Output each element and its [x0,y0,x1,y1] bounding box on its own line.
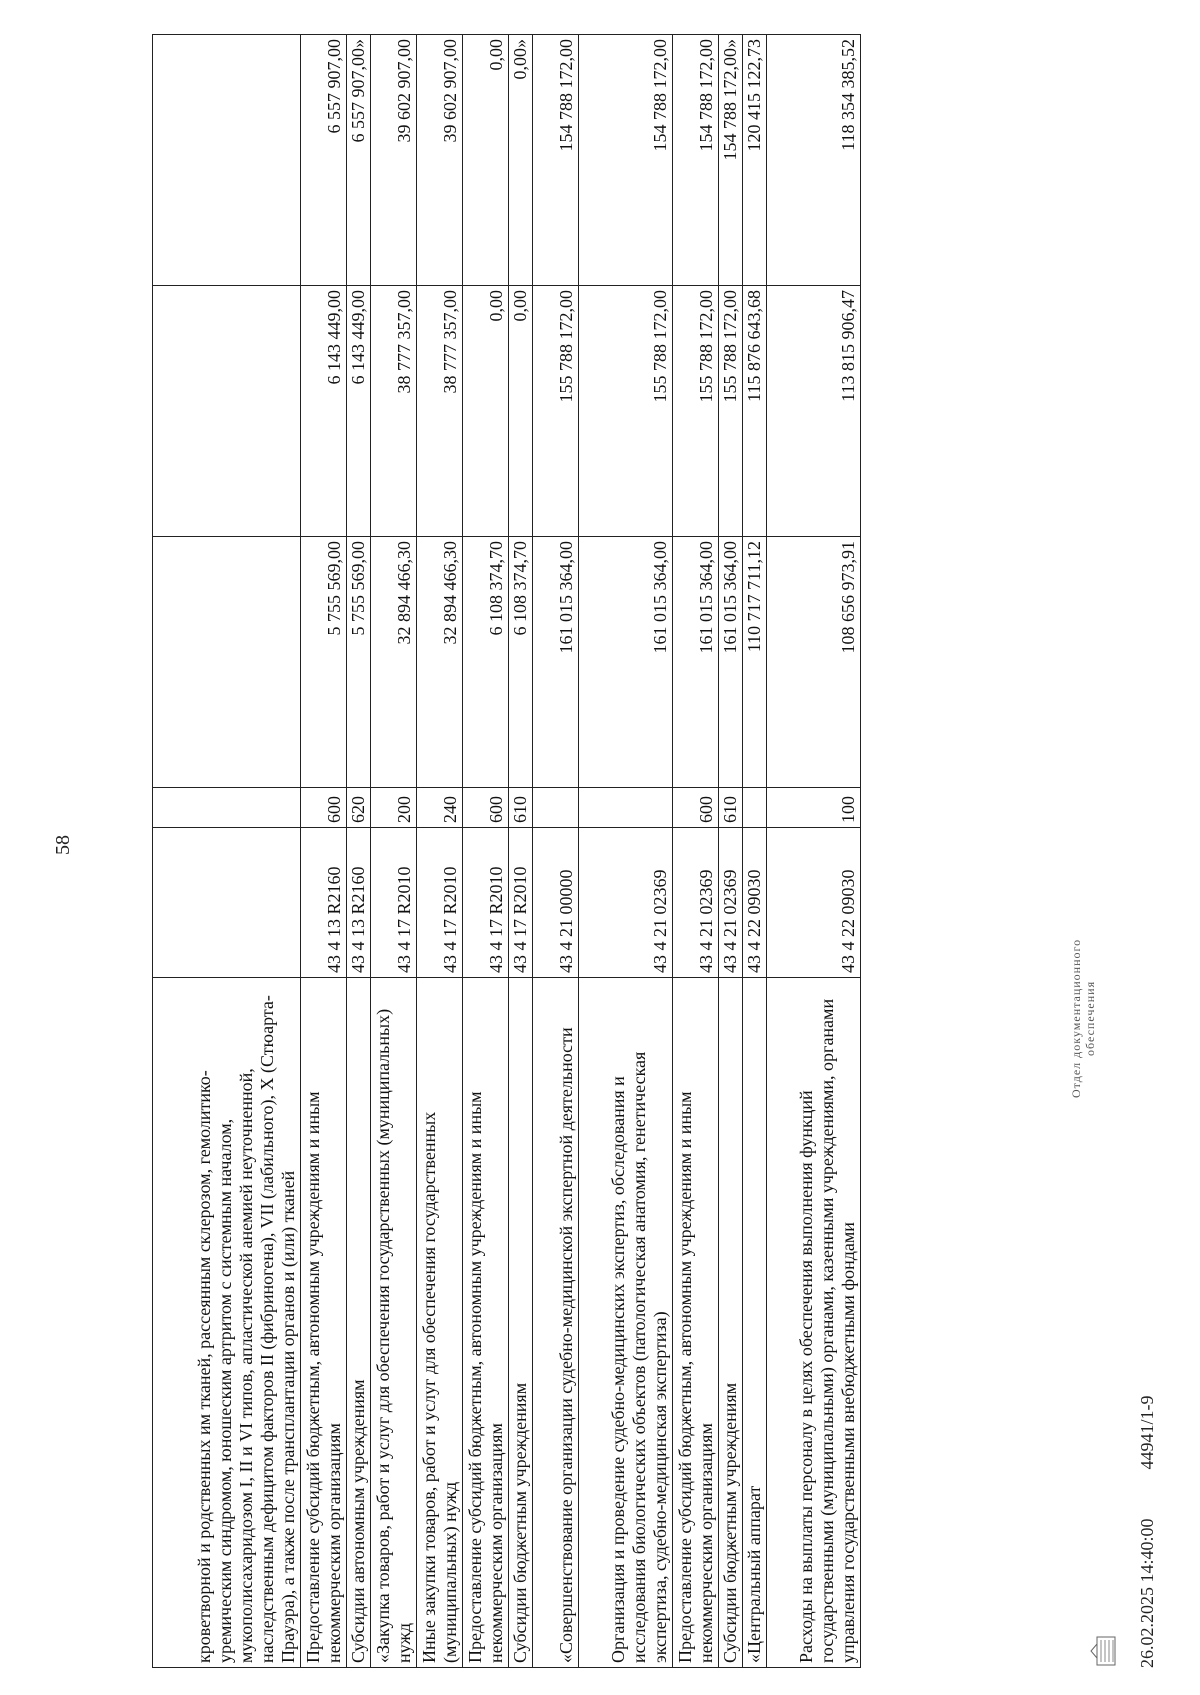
row-value-2025: 161 015 364,00 [719,537,743,788]
row-value-2026: 155 788 172,00 [673,286,719,537]
row-name: Предоставление субсидий бюджетным, автономным учреждениям и иным некоммерческим организациям [463,978,509,1668]
table-row [417,35,463,1668]
row-value-2025: 161 015 364,00 [579,537,673,788]
row-expense-type: 600 [673,788,719,828]
row-value-2025: 110 717 711,12 [743,537,767,788]
row-name: Расходы на выплаты персоналу в целях обеспечения выполнения функций государственными (муниципальными) органами, казенными учреждениями, органами управления государственными внебюджетными фондами [767,978,861,1668]
footer-doc-id: 44941/1-9 [1137,1395,1157,1470]
table-row [463,35,509,1668]
row-expense-type: 100 [767,788,861,828]
table-row [371,35,417,1668]
row-value-2027: 154 788 172,00 [533,35,579,286]
row-value-2027: 0,00» [509,35,533,286]
row-expense-type [743,788,767,828]
footer-stamp-line [1137,1395,1158,1668]
row-value-2026: 115 876 643,68 [743,286,767,537]
row-value-2027: 154 788 172,00 [673,35,719,286]
table-row [719,35,743,1668]
row-value-2026: 38 777 357,00 [417,286,463,537]
row-value-2027: 39 602 907,00 [371,35,417,286]
row-value-2026: 6 143 449,00 [347,286,371,537]
row-name: «Совершенствование организации судебно-медицинской экспертной деятельности [533,978,579,1668]
row-value-2027: 120 415 122,73 [743,35,767,286]
row-name: Субсидии автономным учреждениям [347,978,371,1668]
page-number: 58 [52,835,74,855]
row-code [153,828,301,978]
row-code: 43 4 22 09030 [767,828,861,978]
row-value-2027: 6 557 907,00» [347,35,371,286]
row-value-2025: 5 755 569,00 [301,537,347,788]
row-value-2025: 161 015 364,00 [533,537,579,788]
row-name: кроветворной и родственных им тканей, рассеянным склерозом, гемолитико-уремическим синдромом, юношеским артритом с системным началом, мукополисахаридозом I, II и VI типов, апластической анемией неуточненной, наследственным дефицитом факторов II (фибриногена), VII (лабильного), X (Стюарта-Прауэра), а также после трансплантации органов и (или) тканей [153,978,301,1668]
table-row [301,35,347,1668]
row-value-2025 [153,537,301,788]
row-code: 43 4 21 02369 [579,828,673,978]
row-code: 43 4 17 R2010 [463,828,509,978]
row-code: 43 4 21 00000 [533,828,579,978]
row-expense-type [579,788,673,828]
row-code: 43 4 17 R2010 [417,828,463,978]
row-value-2025: 32 894 466,30 [371,537,417,788]
row-expense-type: 610 [509,788,533,828]
row-name: Иные закупки товаров, работ и услуг для обеспечения государственных (муниципальных) нужд [417,978,463,1668]
row-value-2026: 38 777 357,00 [371,286,417,537]
row-value-2027: 0,00 [463,35,509,286]
row-value-2027: 6 557 907,00 [301,35,347,286]
row-value-2026: 155 788 172,00 [579,286,673,537]
page-footer [1067,768,1187,1668]
row-value-2025: 161 015 364,00 [673,537,719,788]
row-code: 43 4 17 R2010 [509,828,533,978]
row-value-2027 [153,35,301,286]
row-value-2027: 118 354 385,52 [767,35,861,286]
row-value-2025: 5 755 569,00 [347,537,371,788]
table-row [579,35,673,1668]
table-row [743,35,767,1668]
row-code: 43 4 21 02369 [673,828,719,978]
row-value-2025: 108 656 973,91 [767,537,861,788]
row-expense-type: 600 [301,788,347,828]
row-code: 43 4 17 R2010 [371,828,417,978]
emblem-icon [1089,1634,1119,1668]
footer-dept-line1: Отдел документационного [1069,938,1083,1098]
footer-department [1069,939,1097,1098]
row-expense-type [533,788,579,828]
row-expense-type: 620 [347,788,371,828]
row-value-2027: 154 788 172,00 [579,35,673,286]
row-value-2026: 0,00 [509,286,533,537]
row-code: 43 4 13 R2160 [347,828,371,978]
table-row [347,35,371,1668]
table-row [509,35,533,1668]
row-value-2025: 6 108 374,70 [463,537,509,788]
row-value-2026: 155 788 172,00 [719,286,743,537]
footer-datetime: 26.02.2025 14:40:00 [1137,1518,1157,1668]
row-name: Предоставление субсидий бюджетным, автономным учреждениям и иным некоммерческим организациям [673,978,719,1668]
table-row [767,35,861,1668]
row-expense-type: 610 [719,788,743,828]
row-value-2025: 6 108 374,70 [509,537,533,788]
row-value-2026: 0,00 [463,286,509,537]
row-value-2026: 6 143 449,00 [301,286,347,537]
row-code: 43 4 21 02369 [719,828,743,978]
row-value-2027: 39 602 907,00 [417,35,463,286]
row-name: «Центральный аппарат [743,978,767,1668]
budget-table-body [153,35,861,1668]
row-code: 43 4 13 R2160 [301,828,347,978]
rotated-table-area [152,35,1032,1668]
row-expense-type: 600 [463,788,509,828]
row-name: «Закупка товаров, работ и услуг для обеспечения государственных (муниципальных) нужд [371,978,417,1668]
row-value-2027: 154 788 172,00» [719,35,743,286]
row-value-2025: 32 894 466,30 [417,537,463,788]
row-name: Предоставление субсидий бюджетным, автономным учреждениям и иным некоммерческим организациям [301,978,347,1668]
budget-table [152,34,861,1668]
row-value-2026: 155 788 172,00 [533,286,579,537]
table-row [533,35,579,1668]
row-expense-type: 240 [417,788,463,828]
row-value-2026 [153,286,301,537]
row-code: 43 4 22 09030 [743,828,767,978]
table-row [153,35,301,1668]
footer-dept-line2: обеспечения [1083,980,1097,1056]
row-name: Организация и проведение судебно-медицинских экспертиз, обследования и исследования биологических объектов (патологическая анатомия, генетическая экспертиза, судебно-медицинская экспертиза) [579,978,673,1668]
row-name: Субсидии бюджетным учреждениям [509,978,533,1668]
table-row [673,35,719,1668]
row-expense-type [153,788,301,828]
row-name: Субсидии бюджетным учреждениям [719,978,743,1668]
row-value-2026: 113 815 906,47 [767,286,861,537]
row-expense-type: 200 [371,788,417,828]
